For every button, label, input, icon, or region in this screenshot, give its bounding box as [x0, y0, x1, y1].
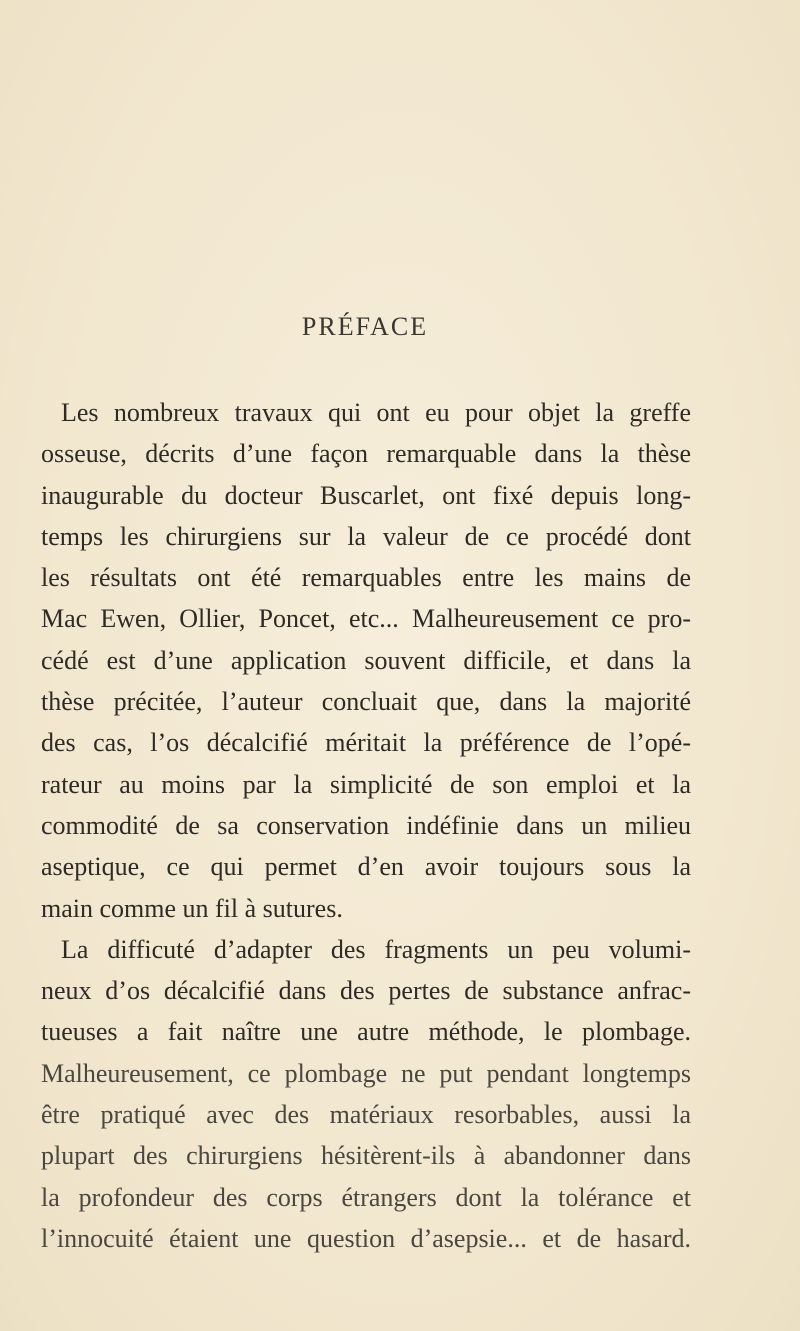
preface-body [41, 392, 691, 1259]
text-line: inaugurable du docteur Buscarlet, ont fixé depuis long- [41, 480, 691, 510]
text-line: osseuse, décrits d’une façon remarquable dans la thèse [41, 439, 691, 469]
text-line: temps les chirurgiens sur la valeur de ce procédé dont [41, 521, 691, 551]
text-line: main comme un fil à sutures. [41, 893, 343, 923]
text-line: l’innocuité étaient une question d’asepsie... et de hasard. [41, 1223, 691, 1253]
text-line: commodité de sa conservation indéfinie dans un milieu [41, 810, 691, 840]
text-line: Malheureusement, ce plombage ne put pendant longtemps [41, 1058, 691, 1088]
text-line: tueuses a fait naître une autre méthode, le plombage. [41, 1017, 691, 1047]
text-line: Les nombreux travaux qui ont eu pour objet la greffe [61, 398, 691, 427]
text-line: plupart des chirurgiens hésitèrent-ils à abandonner dans [41, 1141, 691, 1171]
text-line: neux d’os décalcifié dans des pertes de substance anfrac- [41, 976, 691, 1006]
text-line: rateur au moins par la simplicité de son emploi et la [41, 769, 691, 799]
text-line: thèse précitée, l’auteur concluait que, dans la majorité [41, 687, 691, 717]
page-title: PRÉFACE [301, 312, 429, 341]
text-line: être pratiqué avec des matériaux resorbables, aussi la [41, 1100, 691, 1130]
text-line: la profondeur des corps étrangers dont la tolérance et [41, 1182, 691, 1212]
text-line: Mac Ewen, Ollier, Poncet, etc... Malheureusement ce pro- [41, 604, 691, 634]
text-line: La difficuté d’adapter des fragments un peu volumi- [61, 934, 691, 964]
text-line: aseptique, ce qui permet d’en avoir toujours sous la [41, 852, 691, 882]
text-line: cédé est d’une application souvent difficile, et dans la [41, 645, 691, 675]
text-line: des cas, l’os décalcifié méritait la préférence de l’opé- [41, 728, 691, 758]
text-line: les résultats ont été remarquables entre les mains de [41, 563, 691, 593]
